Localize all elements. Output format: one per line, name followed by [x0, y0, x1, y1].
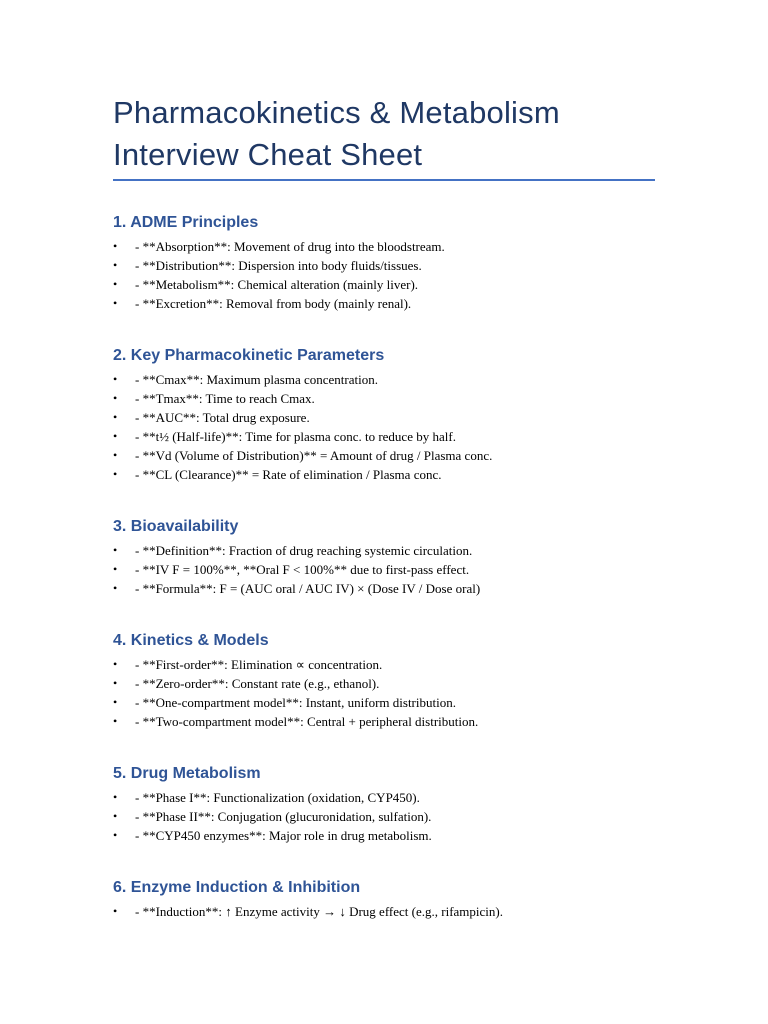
section-heading: 6. Enzyme Induction & Inhibition [113, 879, 361, 896]
list-item-text: - **CYP450 enzymes**: Major role in drug metabolism. [135, 828, 432, 843]
bullet-list [113, 902, 713, 921]
bullet-icon: • [113, 467, 118, 481]
list-item-text: - **Distribution**: Dispersion into body fluids/tissues. [135, 258, 422, 273]
list-item-text: - **Induction**: ↑ Enzyme activity → ↓ Drug effect (e.g., rifampicin). [135, 904, 503, 919]
list-item [113, 560, 713, 579]
bullet-icon: • [113, 543, 118, 557]
section-heading: 3. Bioavailability [113, 518, 239, 535]
list-item-text: - **One-compartment model**: Instant, uniform distribution. [135, 695, 456, 710]
list-item [113, 541, 713, 560]
list-item [113, 294, 713, 313]
list-item [113, 807, 713, 826]
list-item [113, 389, 713, 408]
bullet-list [113, 237, 713, 313]
list-item [113, 788, 713, 807]
list-item-text: - **Vd (Volume of Distribution)** = Amount of drug / Plasma conc. [135, 448, 493, 463]
bullet-icon: • [113, 391, 118, 405]
list-item [113, 427, 713, 446]
list-item [113, 655, 713, 674]
bullet-icon: • [113, 258, 118, 272]
list-item [113, 674, 713, 693]
bullet-icon: • [113, 828, 118, 842]
list-item-text: - **Phase II**: Conjugation (glucuronidation, sulfation). [135, 809, 432, 824]
list-item-text: - **Metabolism**: Chemical alteration (mainly liver). [135, 277, 419, 292]
section-enzyme-induction-inhibition [113, 877, 713, 921]
bullet-icon: • [113, 904, 118, 918]
list-item-text: - **Cmax**: Maximum plasma concentration. [135, 372, 378, 387]
section-kinetics-models [113, 630, 713, 731]
list-item-text: - **Formula**: F = (AUC oral / AUC IV) × (Dose IV / Dose oral) [135, 581, 481, 596]
list-item [113, 256, 713, 275]
bullet-icon: • [113, 657, 118, 671]
bullet-icon: • [113, 695, 118, 709]
section-heading: 2. Key Pharmacokinetic Parameters [113, 347, 385, 364]
section-heading: 1. ADME Principles [113, 214, 259, 231]
bullet-icon: • [113, 448, 118, 462]
bullet-list [113, 788, 713, 845]
list-item [113, 579, 713, 598]
section-drug-metabolism [113, 763, 713, 845]
title-line-2: Interview Cheat Sheet [113, 137, 423, 172]
title-line-1: Pharmacokinetics & Metabolism [113, 95, 560, 130]
bullet-icon: • [113, 277, 118, 291]
bullet-icon: • [113, 714, 118, 728]
bullet-icon: • [113, 809, 118, 823]
list-item-text: - **Zero-order**: Constant rate (e.g., ethanol). [135, 676, 380, 691]
bullet-list [113, 655, 713, 731]
list-item-text: - **CL (Clearance)** = Rate of elimination / Plasma conc. [135, 467, 442, 482]
bullet-icon: • [113, 676, 118, 690]
list-item-text: - **Absorption**: Movement of drug into the bloodstream. [135, 239, 445, 254]
list-item [113, 446, 713, 465]
section-heading: 4. Kinetics & Models [113, 632, 269, 649]
list-item-text: - **t½ (Half-life)**: Time for plasma conc. to reduce by half. [135, 429, 456, 444]
bullet-icon: • [113, 581, 118, 595]
list-item [113, 275, 713, 294]
list-item [113, 902, 713, 921]
list-item [113, 712, 713, 731]
bullet-list [113, 370, 713, 484]
bullet-icon: • [113, 562, 118, 576]
bullet-icon: • [113, 410, 118, 424]
list-item [113, 408, 713, 427]
section-key-pk-parameters [113, 345, 713, 484]
bullet-icon: • [113, 239, 118, 253]
section-heading: 5. Drug Metabolism [113, 765, 261, 782]
list-item-text: - **Phase I**: Functionalization (oxidation, CYP450). [135, 790, 420, 805]
list-item-text: - **Tmax**: Time to reach Cmax. [135, 391, 315, 406]
list-item [113, 237, 713, 256]
list-item [113, 826, 713, 845]
list-item-text: - **First-order**: Elimination ∝ concentration. [135, 657, 383, 672]
document-title [113, 92, 673, 176]
list-item-text: - **Excretion**: Removal from body (mainly renal). [135, 296, 412, 311]
bullet-icon: • [113, 429, 118, 443]
list-item [113, 465, 713, 484]
bullet-icon: • [113, 790, 118, 804]
bullet-icon: • [113, 296, 118, 310]
bullet-list [113, 541, 713, 598]
list-item [113, 693, 713, 712]
list-item-text: - **Two-compartment model**: Central + peripheral distribution. [135, 714, 479, 729]
title-underline [113, 179, 655, 181]
section-adme-principles [113, 212, 713, 313]
bullet-icon: • [113, 372, 118, 386]
list-item-text: - **Definition**: Fraction of drug reaching systemic circulation. [135, 543, 473, 558]
list-item [113, 370, 713, 389]
list-item-text: - **IV F = 100%**, **Oral F < 100%** due to first-pass effect. [135, 562, 470, 577]
section-bioavailability [113, 516, 713, 598]
list-item-text: - **AUC**: Total drug exposure. [135, 410, 310, 425]
